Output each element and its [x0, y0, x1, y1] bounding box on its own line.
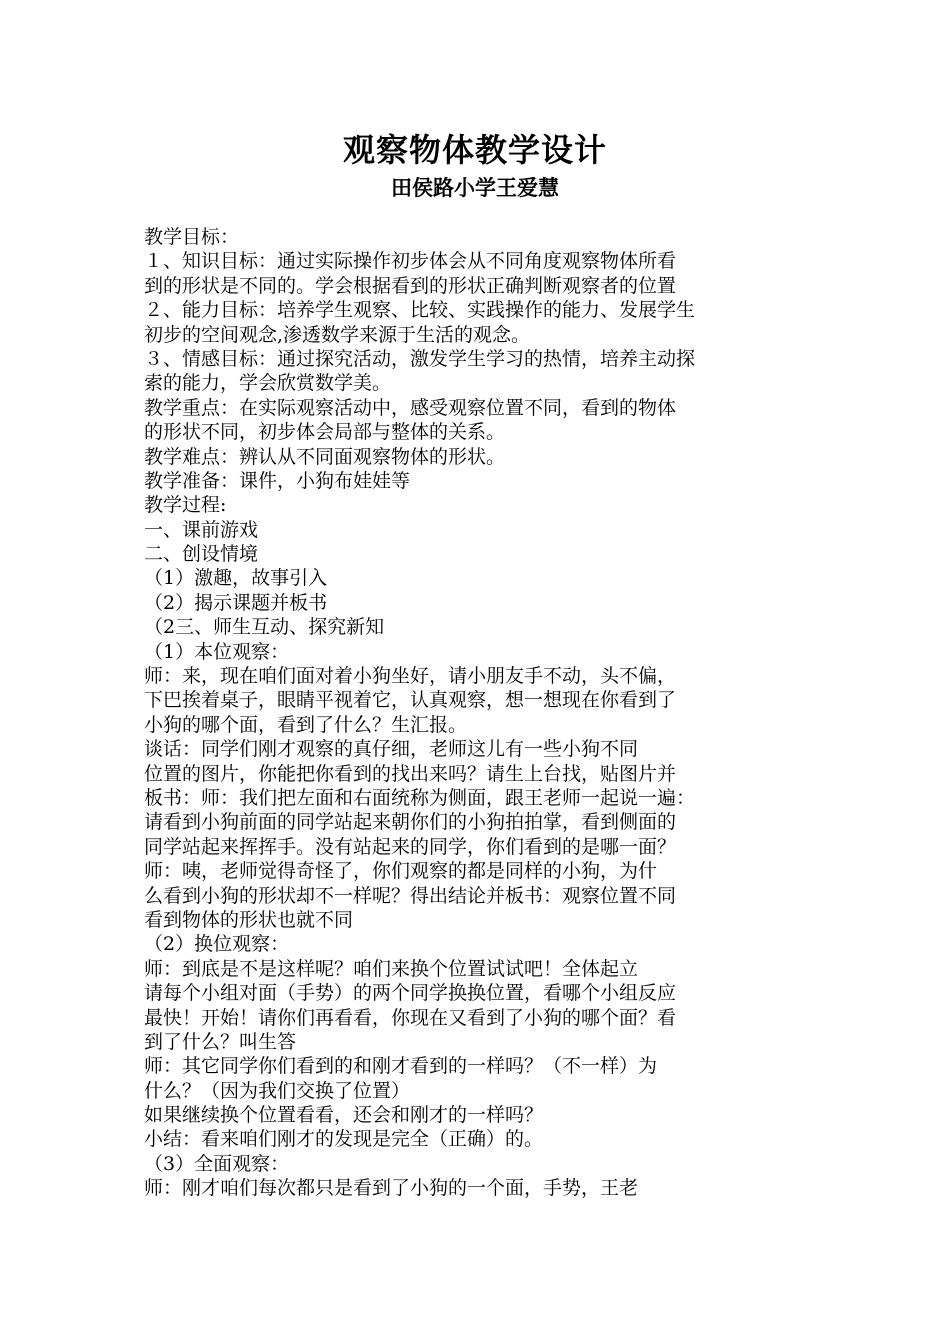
body-text-line: 教学过程: [144, 494, 227, 517]
body-text-line: ２、能力目标：培养学生观察、比较、实践操作的能力、发展学生 [144, 299, 696, 322]
body-text-line: 师：刚才咱们每次都只是看到了小狗的一个面，手势，王老 [144, 1177, 639, 1200]
body-text-line: 如果继续换个位置看看，还会和刚才的一样吗？ [144, 1104, 544, 1127]
body-text-line: 师：咦，老师觉得奇怪了，你们观察的都是同样的小狗，为什 [144, 860, 658, 883]
document-author: 田侯路小学王爱慧 [391, 176, 559, 200]
body-text-line: 下巴挨着桌子，眼睛平视着它，认真观察，想一想现在你看到了 [144, 689, 677, 712]
body-text-line: 板书：师：我们把左面和右面统称为侧面，跟王老师一起说一遍： [144, 786, 696, 809]
body-text-line: 二、创设情境 [144, 543, 259, 566]
body-text-line: 的形状不同，初步体会局部与整体的关系。 [144, 421, 506, 444]
body-text-line: 请看到小狗前面的同学站起来朝你们的小狗拍拍掌，看到侧面的 [144, 811, 677, 834]
body-text-line: 最快！开始！请你们再看看，你现在又看到了小狗的哪个面？看 [144, 1006, 677, 1029]
body-text-line: 同学站起来挥挥手。没有站起来的同学，你们看到的是哪一面？ [144, 835, 677, 858]
body-text-line: 师：到底是不是这样呢？咱们来换个位置试试吧！全体起立 [144, 957, 639, 980]
body-text-line: 教学重点：在实际观察活动中，感受观察位置不同，看到的物体 [144, 396, 677, 419]
body-text-line: 一、课前游戏 [144, 518, 259, 541]
body-text-line: 初步的空间观念,渗透数学来源于生活的观念。 [144, 323, 531, 346]
body-text-line: 到了什么？叫生答 [144, 1030, 297, 1053]
body-text-line: 什么？（因为我们交换了位置） [144, 1079, 411, 1102]
body-text-line: 么看到小狗的形状却不一样呢？得出结论并板书：观察位置不同 [144, 884, 677, 907]
body-text-line: （2）换位观察： [144, 933, 290, 956]
body-text-line: 看到物体的形状也就不同 [144, 908, 354, 931]
document-title: 观察物体教学设计 [342, 131, 607, 169]
body-text-line: 教学难点：辨认从不同面观察物体的形状。 [144, 445, 506, 468]
body-text-line: 师：来，现在咱们面对着小狗坐好，请小朋友手不动，头不偏， [144, 665, 677, 688]
body-text-line: 索的能力，学会欣赏数学美。 [144, 372, 392, 395]
body-text-line: （1）激趣，故事引入 [144, 567, 328, 590]
body-text-line: 到的形状是不同的。学会根据看到的形状正确判断观察者的位置 [144, 274, 677, 297]
body-text-line: 谈话：同学们刚才观察的真仔细，老师这儿有一些小狗不同 [144, 738, 639, 761]
body-text-line: 位置的图片，你能把你看到的找出来吗？请生上台找，贴图片并 [144, 762, 677, 785]
body-text-line: 请每个小组对面（手势）的两个同学换换位置，看哪个小组反应 [144, 982, 677, 1005]
body-text-line: 小结：看来咱们刚才的发现是完全（正确）的。 [144, 1128, 544, 1151]
body-text-line: 教学准备：课件，小狗布娃娃等 [144, 469, 411, 492]
body-text-line: ３、情感目标：通过探究活动，激发学生学习的热情，培养主动探 [144, 347, 696, 370]
body-text-line: １、知识目标：通过实际操作初步体会从不同角度观察物体所看 [144, 250, 677, 273]
body-text-line: （1）本位观察： [144, 640, 290, 663]
body-text-line: 教学目标： [144, 226, 240, 248]
body-text-line: （2）揭示课题并板书 [144, 591, 328, 614]
body-text-line: 小狗的哪个面，看到了什么？生汇报。 [144, 713, 468, 736]
body-text-line: （3）全面观察： [144, 1152, 290, 1175]
body-text-line: （2三、师生互动、探究新知 [144, 616, 385, 639]
body-text-line: 师：其它同学你们看到的和刚才看到的一样吗？（不一样）为 [144, 1055, 658, 1078]
document-body [144, 225, 814, 1201]
